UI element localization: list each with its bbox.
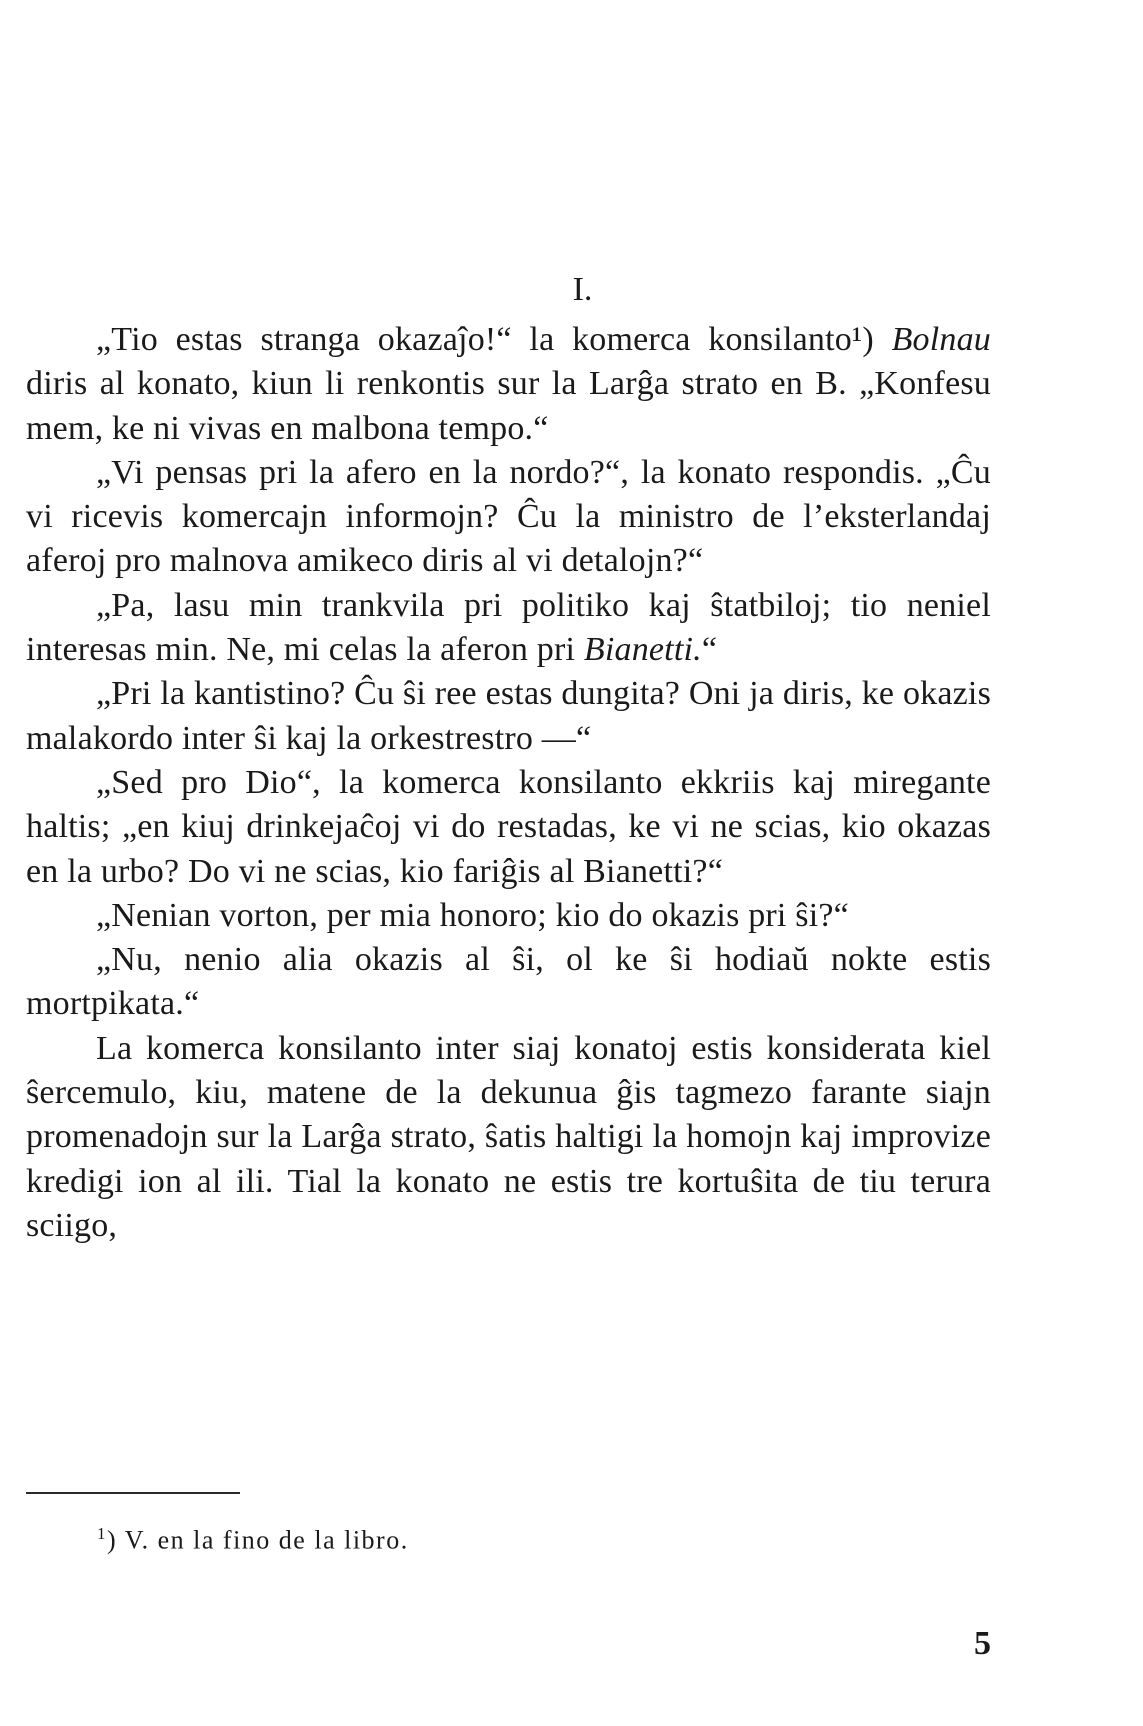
chapter-heading: I. bbox=[572, 271, 593, 308]
paragraph-text: „Nenian vorton, per mia honoro; kio do okazis pri ŝi?“ bbox=[96, 896, 849, 934]
footnote bbox=[97, 1518, 409, 1557]
footnote-text: ) V. en la fino de la libro. bbox=[107, 1525, 409, 1555]
page-number: 5 bbox=[974, 1625, 991, 1662]
footnote-divider bbox=[26, 1492, 240, 1494]
italic-name: Bolnau bbox=[891, 321, 991, 358]
paragraph bbox=[26, 761, 991, 894]
italic-name: Bianetti. bbox=[583, 631, 702, 669]
paragraph-text: „Sed pro Dio“, la komerca konsilanto ekkriis kaj miregante haltis; „en kiuj drinkejaĉoj vi do restadas, ke vi ne scias, kio okazas en la urbo? Do vi ne scias, kio fariĝis al Bianetti?“ bbox=[26, 763, 991, 890]
body-text bbox=[26, 318, 991, 1248]
paragraph-text: „Vi pensas pri la afero en la nordo?“, la konato respondis. „Ĉu vi ricevis komercajn informojn? Ĉu la ministro de l’eksterlandaj aferoj pro malnova amikeco diris al vi detalojn?“ bbox=[26, 453, 991, 580]
paragraph bbox=[26, 584, 991, 673]
paragraph-text: „Pa, lasu min trankvila pri politiko kaj ŝtatbiloj; tio neniel interesas min. Ne, mi celas la aferon pri bbox=[26, 586, 991, 669]
paragraph-text: „Tio estas stranga okazaĵo!“ la komerca konsilanto¹) bbox=[96, 321, 892, 358]
paragraph bbox=[26, 672, 991, 761]
paragraph bbox=[26, 318, 991, 451]
footnote-marker: 1 bbox=[97, 1524, 107, 1543]
paragraph bbox=[26, 1027, 991, 1248]
paragraph bbox=[26, 894, 991, 938]
paragraph bbox=[26, 451, 991, 584]
paragraph-text: “ bbox=[701, 631, 718, 669]
paragraph-text: „Nu, nenio alia okazis al ŝi, ol ke ŝi hodiaŭ nokte estis mortpikata.“ bbox=[26, 941, 991, 1023]
paragraph-text: diris al konato, kiun li renkontis sur la Larĝa strato en B. „Konfesu mem, ke ni vivas en malbona tempo.“ bbox=[26, 365, 991, 447]
paragraph-text: La komerca konsilanto inter siaj konatoj estis konsiderata kiel ŝercemulo, kiu, matene de la dekunua ĝis tagmezo farante siajn promenadojn sur la Larĝa strato, ŝatis haltigi la homojn kaj improvize kredigi ion al ili. Tial la konato ne estis tre kortuŝita de tiu terura sciigo, bbox=[26, 1029, 991, 1244]
paragraph bbox=[26, 938, 991, 1027]
paragraph-text: „Pri la kantistino? Ĉu ŝi ree estas dungita? Oni ja diris, ke okazis malakordo inter ŝi kaj la orkestrestro —“ bbox=[26, 675, 991, 757]
